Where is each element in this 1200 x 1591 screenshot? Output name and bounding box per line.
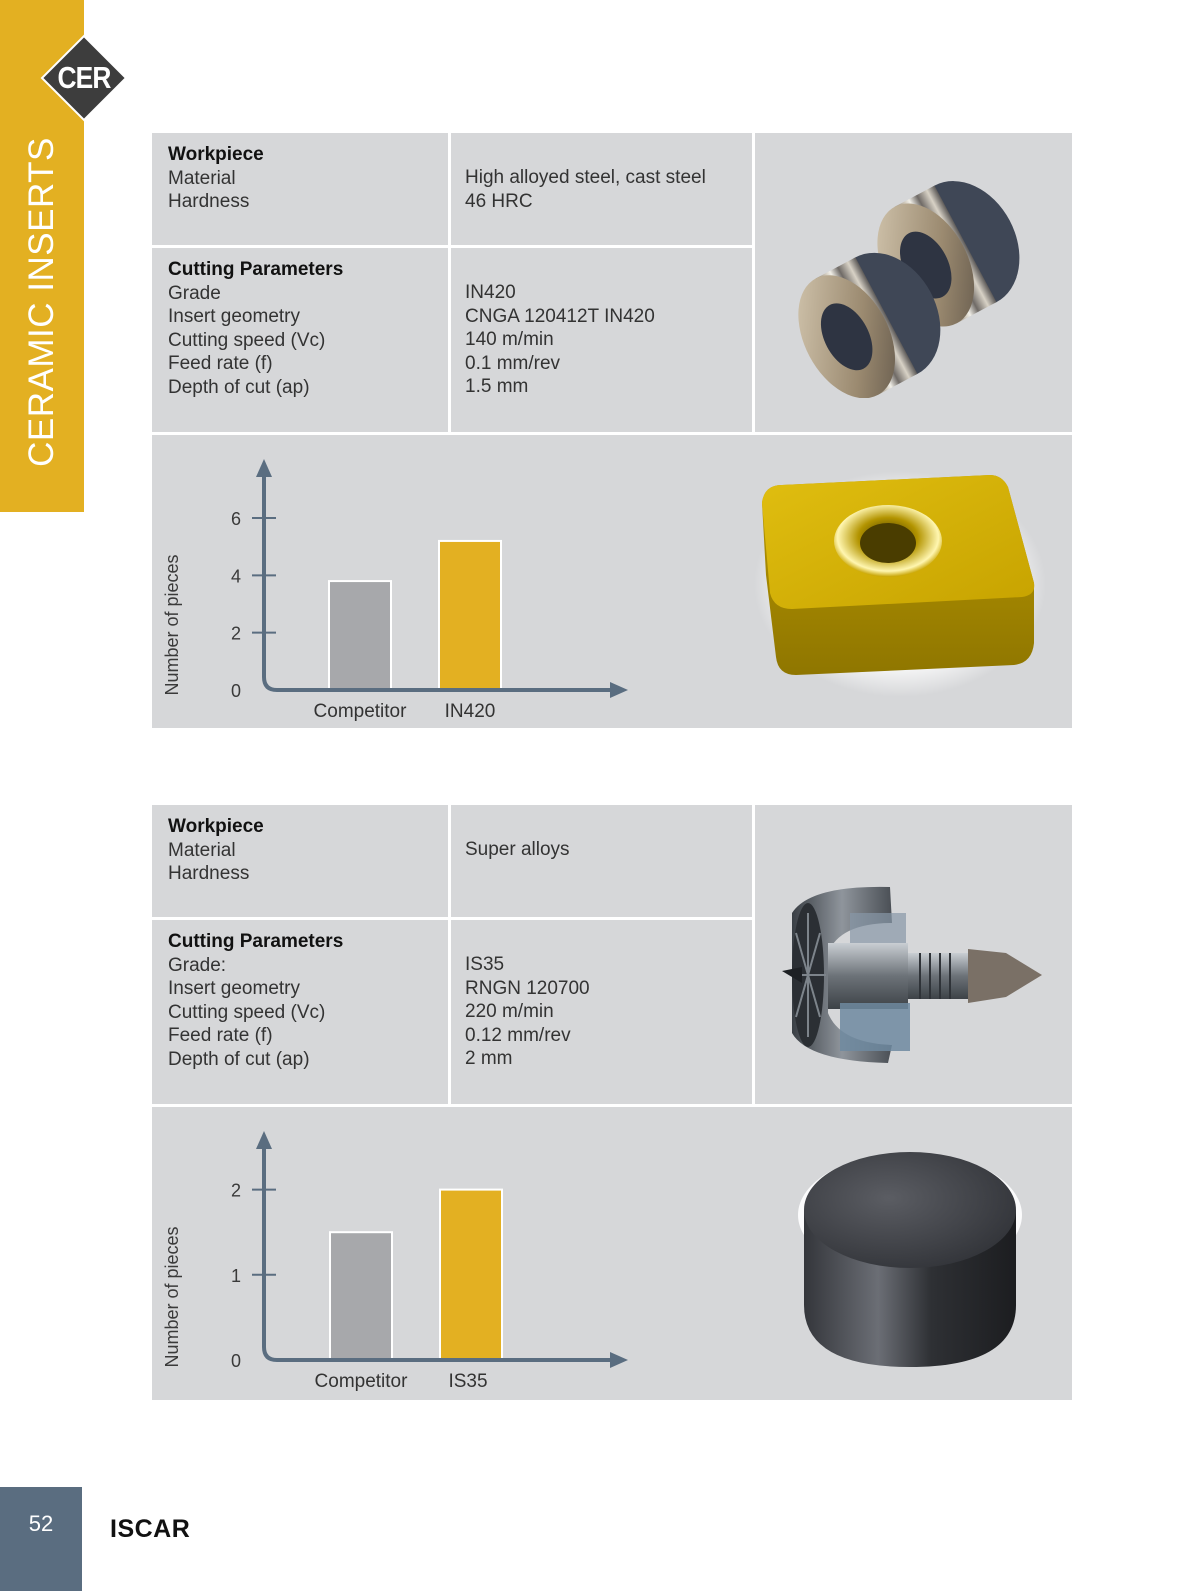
case-study-2	[152, 805, 1072, 1400]
jet-engine-image	[780, 883, 1050, 1068]
grade-label: Grade	[168, 282, 221, 304]
y-tick-label: 0	[230, 681, 242, 701]
y-tick-label: 6	[230, 509, 242, 529]
x-axis-arrow-icon	[610, 682, 628, 698]
side-tab-label: CERAMIC INSERTS	[22, 137, 61, 467]
y-tick-label: 1	[230, 1265, 242, 1286]
depth-of-cut-value: 2 mm	[465, 1048, 513, 1069]
x-axis-arrow-icon	[610, 1352, 628, 1368]
page-number	[0, 1487, 82, 1591]
y-axis-label: Number of pieces	[162, 1226, 182, 1368]
bar-competitor	[329, 581, 391, 690]
cutting-parameters-row	[152, 920, 754, 1105]
workpiece-row	[152, 133, 754, 245]
workpiece-heading: Workpiece	[168, 144, 264, 165]
bar-chart-2	[152, 1107, 752, 1400]
cutting-speed-label: Cutting speed (Vc)	[168, 329, 326, 351]
cutting-parameters-heading: Cutting Parameters	[168, 931, 344, 952]
brand-logo: ISCAR	[110, 1515, 191, 1543]
y-tick-label: 4	[230, 566, 242, 587]
round-ceramic-insert-image	[792, 1145, 1032, 1370]
material-value: High alloyed steel, cast steel	[465, 167, 706, 188]
cutting-speed-label: Cutting speed (Vc)	[168, 1001, 326, 1023]
depth-of-cut-value: 1.5 mm	[465, 376, 529, 397]
bar-in420	[439, 541, 501, 690]
hardness-value: 46 HRC	[465, 190, 533, 212]
divider	[448, 133, 451, 433]
hardness-label: Hardness	[168, 863, 250, 884]
y-tick-label: 2	[230, 623, 242, 644]
cutting-parameters-row	[152, 248, 754, 433]
feed-rate-label: Feed rate (f)	[168, 1025, 273, 1046]
y-axis-label: Number of pieces	[162, 554, 182, 696]
bar-is35	[440, 1190, 502, 1360]
feed-rate-label: Feed rate (f)	[168, 353, 273, 374]
insert-geometry-label: Insert geometry	[168, 978, 300, 999]
divider	[752, 805, 755, 1105]
y-tick-label: 2	[230, 1180, 242, 1201]
x-category-label: IN420	[444, 701, 496, 722]
case-study-1	[152, 133, 1072, 728]
gold-square-insert-image	[752, 463, 1052, 703]
cutting-speed-value: 220 m/min	[465, 1001, 554, 1022]
y-axis-arrow-icon	[256, 1131, 272, 1149]
depth-of-cut-label: Depth of cut (ap)	[168, 376, 310, 398]
cutting-speed-value: 140 m/min	[465, 329, 554, 350]
bearing-rings-image	[792, 168, 1032, 398]
material-label: Material	[168, 839, 236, 861]
y-axis-arrow-icon	[256, 459, 272, 477]
cer-badge-label: CER	[57, 60, 111, 95]
insert-geometry-label: Insert geometry	[168, 306, 300, 327]
insert-geometry-value: CNGA 120412T IN420	[465, 305, 655, 327]
grade-value: IS35	[465, 954, 505, 975]
material-label: Material	[168, 167, 236, 189]
page-number-text: 52	[28, 1511, 54, 1536]
bar-competitor	[330, 1232, 392, 1360]
depth-of-cut-label: Depth of cut (ap)	[168, 1048, 310, 1070]
insert-geometry-value: RNGN 120700	[465, 977, 590, 999]
feed-rate-value: 0.1 mm/rev	[465, 352, 561, 374]
divider	[152, 917, 754, 920]
cutting-parameters-heading: Cutting Parameters	[168, 259, 344, 280]
workpiece-heading: Workpiece	[168, 816, 264, 837]
divider	[448, 805, 451, 1105]
grade-label: Grade:	[168, 954, 227, 976]
workpiece-row	[152, 805, 754, 917]
hardness-label: Hardness	[168, 191, 250, 212]
x-category-label: Competitor	[314, 1371, 408, 1392]
grade-value: IN420	[465, 282, 516, 303]
y-tick-label: 0	[230, 1351, 242, 1371]
x-category-label: IS35	[448, 1371, 488, 1392]
feed-rate-value: 0.12 mm/rev	[465, 1024, 571, 1046]
material-value: Super alloys	[465, 839, 570, 860]
divider	[152, 245, 754, 248]
bar-chart-1	[152, 435, 752, 728]
divider	[752, 133, 755, 433]
x-category-label: Competitor	[313, 701, 407, 722]
